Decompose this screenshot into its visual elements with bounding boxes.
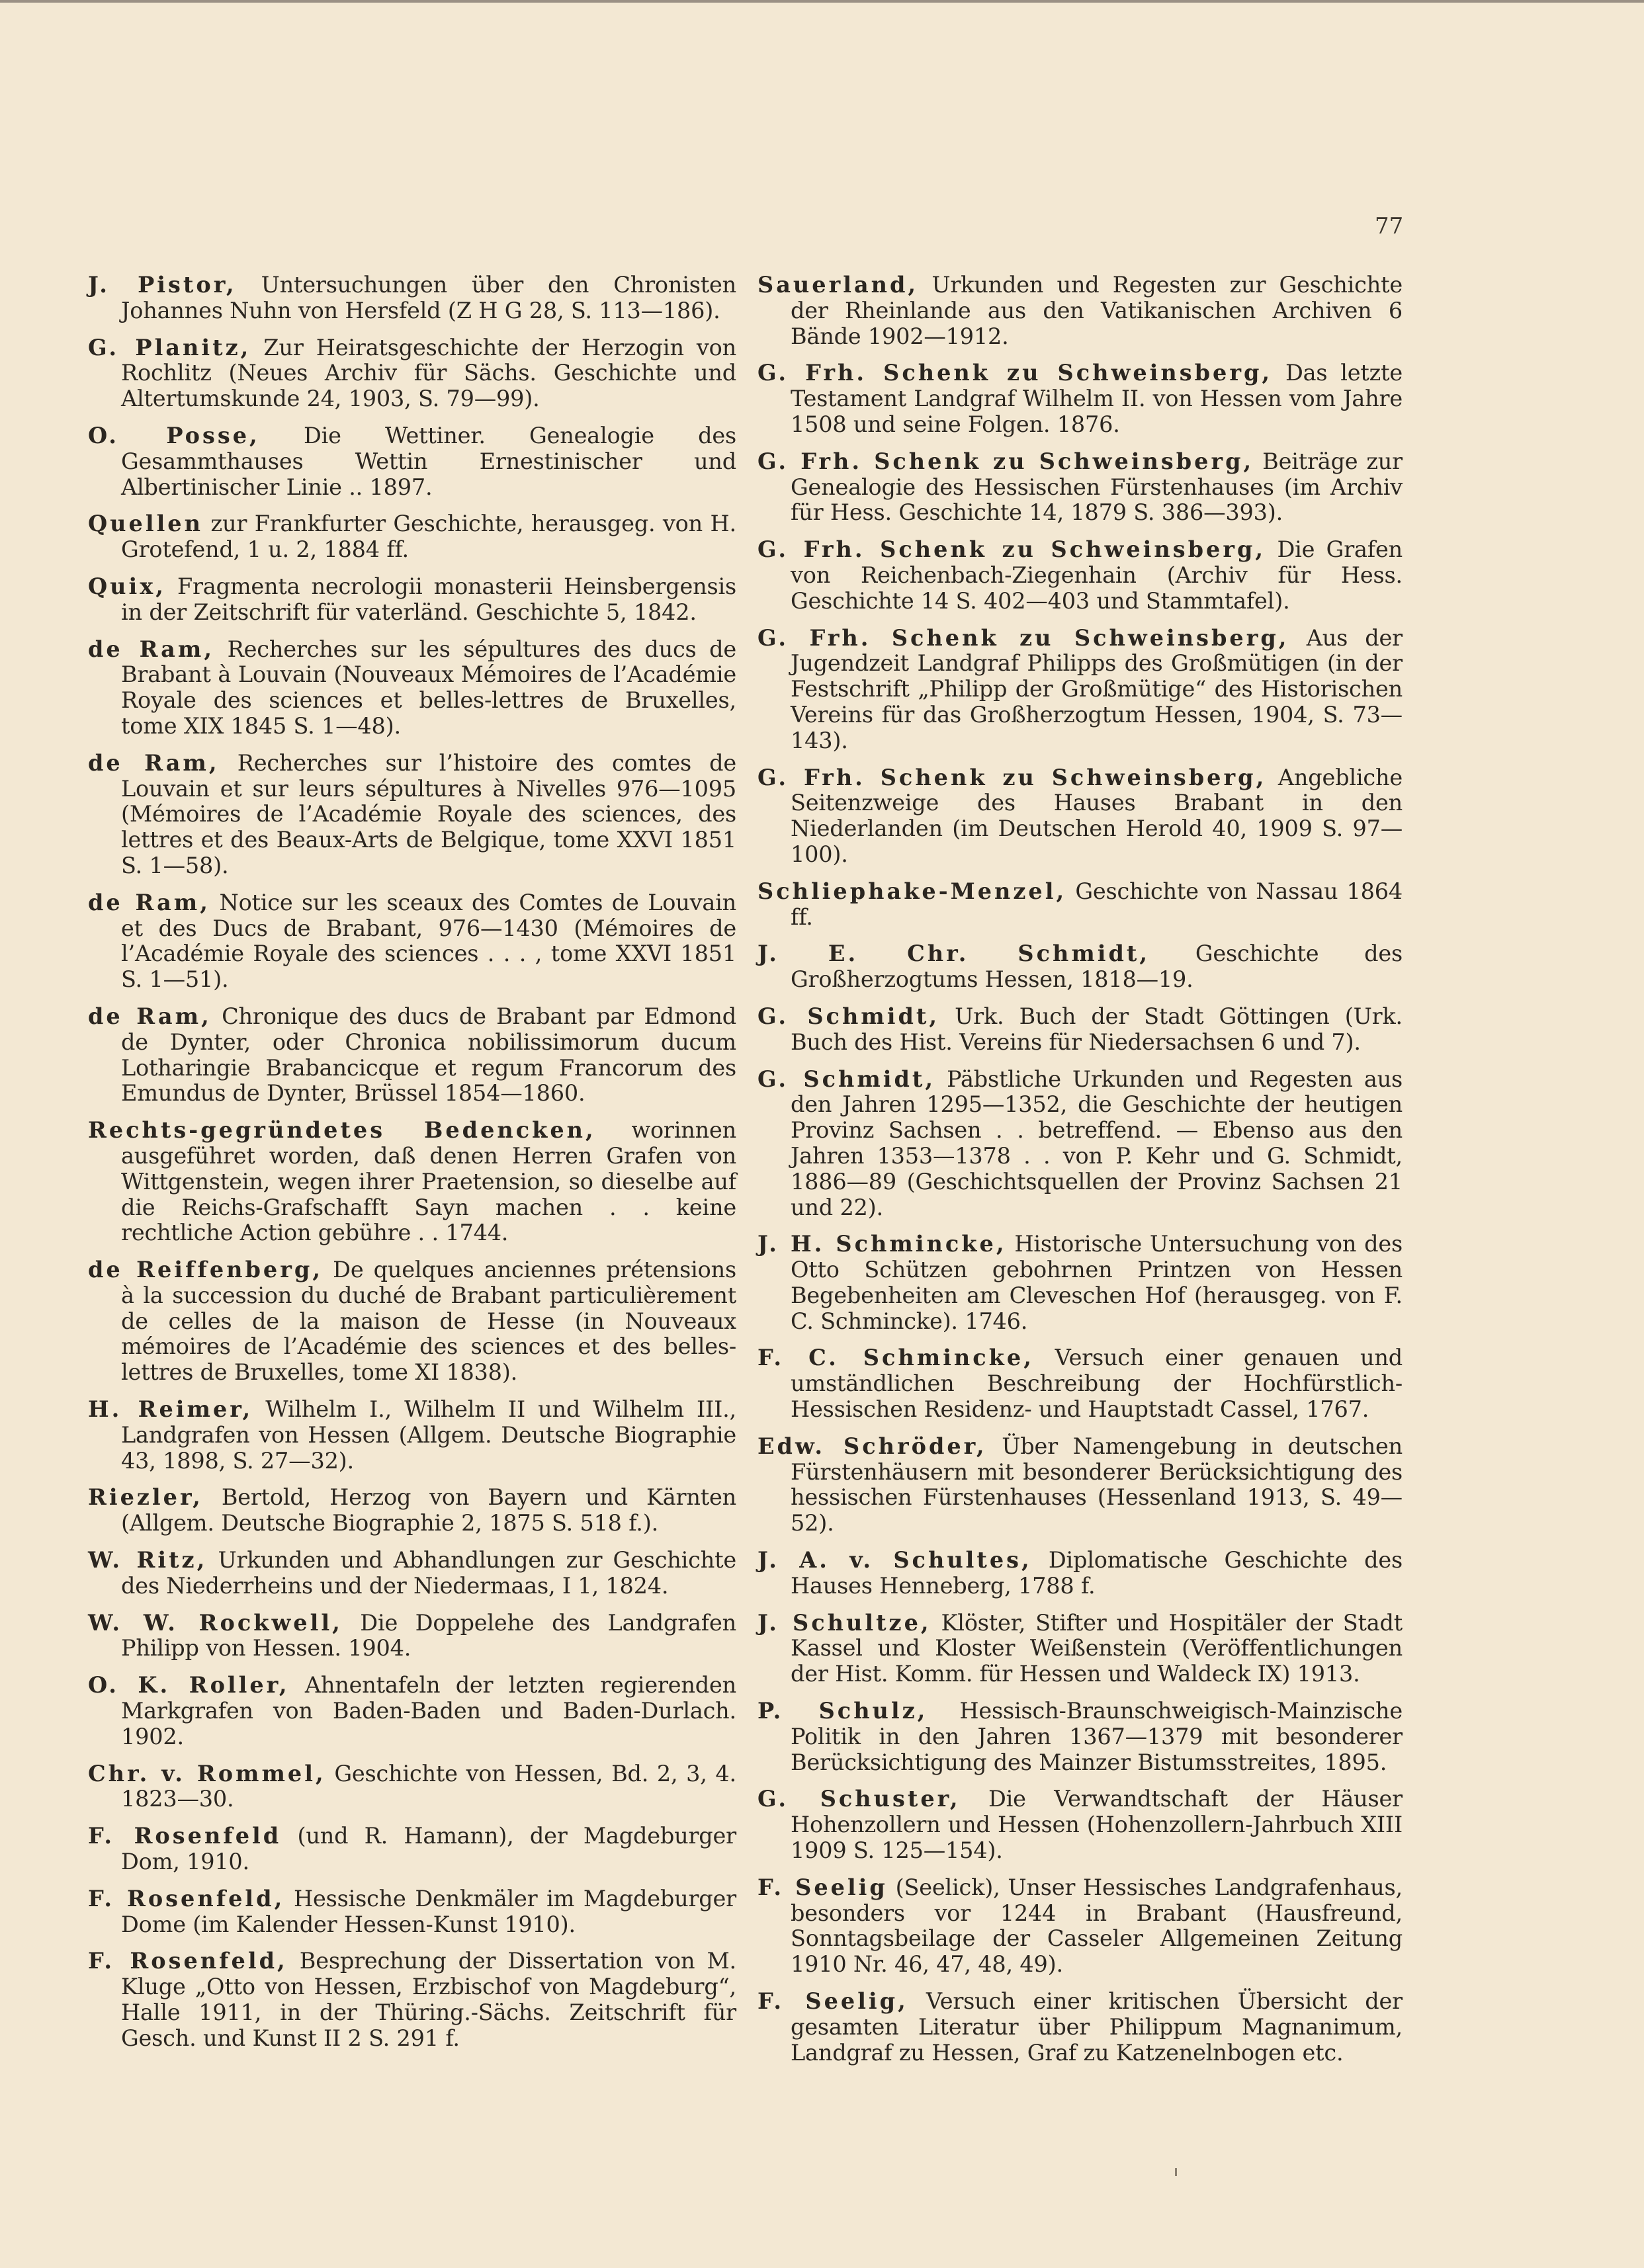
entry-author: Riezler, (88, 1484, 203, 1511)
entry-text: De quelques anciennes prétensions à la succession du duché de Brabant particulièrement de celles de la maison de Hesse (in Nouveaux mémoires de l’Académie des sciences et des belles-lettres de Bruxelles, tome XI 1838). (121, 1257, 736, 1386)
entry-text: Geschichte des Großherzogtums Hessen, 1818—19. (791, 941, 1403, 993)
entry-author: O. K. Roller, (88, 1672, 290, 1699)
entry-text: Die Verwandtschaft der Häuser Hohenzollern und Hessen (Hohenzollern-Jahrbuch XIII 1909 S. 125—154). (791, 1786, 1403, 1864)
entry-author: de Ram, (88, 889, 210, 915)
entry-author: G. Frh. Schenk zu Schweinsberg, (757, 764, 1267, 790)
entry-text: Hessische Denkmäler im Magdeburger Dome (im Kalender Hessen-Kunst 1910). (121, 1885, 736, 1937)
bibliography-entry (88, 1611, 736, 1662)
bibliography-entry (757, 1067, 1403, 1221)
bibliography-entry (88, 335, 736, 412)
entry-text: Urkunden und Regesten zur Geschichte der Rheinlande aus den Vatikanischen Archiven 6 Bände 1902—1912. (791, 272, 1403, 349)
bibliography-entry (757, 1004, 1403, 1056)
entry-text: Die Wettiner. Genealogie des Gesammthauses Wettin Ernestinischer und Albertinischer Linie .. 1897. (121, 422, 736, 500)
bibliography-entry (757, 941, 1403, 993)
entry-author: Chr. v. Rommel, (88, 1760, 326, 1786)
entry-text: Notice sur les sceaux des Comtes de Louvain et des Ducs de Brabant, 976—1430 (Mémoires de l’Académie Royale des sciences . . . , tome XXVI 1851 S. 1—51). (121, 889, 736, 993)
bibliography-entry (757, 273, 1403, 349)
entry-text: Bertold, Herzog von Bayern und Kärnten (Allgem. Deutsche Biographie 2, 1875 S. 518 f.). (121, 1484, 736, 1536)
top-edge-rule (0, 0, 1644, 3)
entry-text: Ahnentafeln der letzten regierenden Markgrafen von Baden-Baden und Baden-Durlach. 1902. (121, 1672, 737, 1749)
entry-text: Versuch einer kritischen Übersicht der gesamten Literatur über Philippum Magnanimum, Landgraf zu Hessen, Graf zu Katzenelnbogen etc. (791, 1988, 1403, 2066)
entry-text: Geschichte von Nassau 1864 ff. (791, 878, 1403, 930)
bibliography-entry (757, 1548, 1403, 1599)
entry-author: W. W. Rockwell, (88, 1609, 343, 1636)
bibliography-entry (88, 574, 736, 626)
bibliography-entry (757, 537, 1403, 614)
entry-author: J. E. Chr. Schmidt, (757, 941, 1150, 967)
entry-text: Hessisch-Braunschweigisch-Mainzische Politik in den Jahren 1367—1379 mit besonderer Berücksichtigung des Mainzer Bistumsstreites, 1895. (791, 1698, 1403, 1775)
bibliography-entry (88, 1949, 736, 2051)
bibliography-entry (88, 273, 736, 324)
entry-author: J. Schultze, (757, 1609, 931, 1636)
bibliography-entry (757, 879, 1403, 931)
bibliography-entry (757, 626, 1403, 754)
bibliography-entry (88, 511, 736, 563)
entry-text: Päbstliche Urkunden und Regesten aus den Jahren 1295—1352, die Geschichte der heutigen Provinz Sachsen . . betreffend. — Ebenso aus den Jahren 1353—1378 . . von P. Kehr und G. Schmidt, 1886—89 (Geschichtsquellen der Provinz Sachsen 21 und 22). (791, 1066, 1403, 1220)
entry-text: Diplomatische Geschichte des Hauses Henneberg, 1788 f. (791, 1547, 1403, 1599)
left-column (88, 273, 736, 2063)
bibliography-entry (757, 1611, 1403, 1687)
entry-text: Klöster, Stifter und Hospitäler der Stadt Kassel und Kloster Weißenstein (Veröffentlichungen der Hist. Komm. für Hessen und Waldeck IX) 1913. (791, 1609, 1403, 1687)
entry-author: G. Schuster, (757, 1786, 961, 1812)
bibliography-entry (757, 1989, 1403, 2066)
entry-text: worinnen ausgeführet worden, daß denen Herren Grafen von Wittgenstein, wegen ihrer Praetension, so dieselbe auf die Reichs-Grafschafft Sayn machen . . keine rechtliche Action gebühre . . 1744. (121, 1117, 736, 1246)
entry-author: J. A. v. Schultes, (757, 1547, 1032, 1574)
bibliography-entry (757, 1434, 1403, 1536)
entry-author: Rechts-gegründetes Bedencken, (88, 1117, 596, 1144)
bibliography-entry (88, 1118, 736, 1246)
entry-text: Recherches sur les sépultures des ducs de Brabant à Louvain (Nouveaux Mémoires de l’Académie Royale des sciences et belles-lettres de Bruxelles, tome XIX 1845 S. 1—48). (121, 636, 737, 739)
entry-text: Zur Heiratsgeschichte der Herzogin von Rochlitz (Neues Archiv für Sächs. Geschichte und Altertumskunde 24, 1903, S. 79—99). (121, 334, 737, 412)
paper-speck (1175, 2168, 1177, 2176)
entry-text: Angebliche Seitenzweige des Hauses Brabant in den Niederlanden (im Deutschen Herold 40, 1909 S. 97—100). (791, 764, 1403, 867)
bibliography-entry (88, 1257, 736, 1386)
entry-author: de Ram, (88, 749, 220, 776)
entry-author: Quix, (88, 573, 166, 599)
bibliography-entry (88, 1824, 736, 1875)
bibliography-entry (88, 1548, 736, 1599)
entry-text: Besprechung der Dissertation von M. Kluge „Otto von Hessen, Erzbischof von Magdeburg“, Halle 1911, in der Thüring.-Sächs. Zeitschrift für Gesch. und Kunst II 2 S. 291 f. (121, 1948, 736, 2051)
entry-author: F. Rosenfeld, (88, 1885, 285, 1911)
bibliography-entry (88, 1397, 736, 1474)
bibliography-entry (88, 1004, 736, 1107)
entry-author: F. Seelig (757, 1874, 888, 1900)
entry-text: Aus der Jugendzeit Landgraf Philipps des Großmütigen (in der Festschrift „Philipp der Großmütige“ des Historischen Vereins für das Großherzogtum Hessen, 1904, S. 73—143). (791, 624, 1403, 753)
bibliography-entry (88, 890, 736, 993)
entry-author: de Ram, (88, 1003, 212, 1029)
entry-author: O. Posse, (88, 422, 260, 448)
entry-text: Historische Untersuchung von des Otto Schützen gebohrnen Printzen von Hessen Begebenheiten am Cleveschen Hof (herausgeg. von F. C. Schmincke). 1746. (791, 1231, 1403, 1334)
bibliography-entry (88, 1485, 736, 1536)
page-number: 77 (1375, 213, 1404, 239)
entry-text: Geschichte von Hessen, Bd. 2, 3, 4. 1823—30. (121, 1760, 736, 1812)
entry-text: Recherches sur l’histoire des comtes de Louvain et sur leurs sépultures à Nivelles 976—1095 (Mémoires de l’Académie Royale des sciences, des lettres et des Beaux-Arts de Belgique, tome XXVI 1851 S. 1—58). (121, 749, 737, 878)
entry-text: Wilhelm I., Wilhelm II und Wilhelm III., Landgrafen von Hessen (Allgem. Deutsche Biographie 43, 1898, S. 27—32). (121, 1396, 736, 1474)
entry-author: Edw. Schröder, (757, 1433, 987, 1459)
entry-author: F. Rosenfeld, (88, 1948, 288, 1974)
bibliography-entry (757, 1699, 1403, 1775)
entry-text: Fragmenta necrologii monasterii Heinsbergensis in der Zeitschrift für vaterländ. Geschichte 5, 1842. (121, 573, 736, 625)
entry-author: G. Frh. Schenk zu Schweinsberg, (757, 448, 1254, 474)
entry-author: J. Pistor, (88, 272, 237, 298)
entry-text: Versuch einer genauen und umständlichen Beschreibung der Hochfürstlich-Hessischen Residenz- und Hauptstadt Cassel, 1767. (791, 1345, 1403, 1423)
bibliography-entry (88, 1886, 736, 1938)
entry-author: G. Frh. Schenk zu Schweinsberg, (757, 360, 1273, 386)
entry-text: zur Frankfurter Geschichte, herausgeg. von H. Grotefend, 1 u. 2, 1884 ff. (121, 511, 736, 563)
entry-text: Beiträge zur Genealogie des Hessischen Fürstenhauses (im Archiv für Hess. Geschichte 14, 1879 S. 386—393). (791, 448, 1403, 526)
entry-author: G. Frh. Schenk zu Schweinsberg, (757, 624, 1289, 651)
bibliography-entry (757, 449, 1403, 526)
entry-text: Die Doppelehe des Landgrafen Philipp von Hessen. 1904. (121, 1609, 736, 1661)
entry-author: P. Schulz, (757, 1698, 928, 1724)
entry-author: Quellen (88, 511, 203, 537)
entry-text: (Seelick), Unser Hessisches Landgrafenhaus, besonders vor 1244 in Brabant (Hausfreund, Sonntagsbeilage der Casseler Allgemeinen Zeitung 1910 Nr. 46, 47, 48, 49). (791, 1874, 1403, 1978)
entry-author: de Reiffenberg, (88, 1257, 323, 1283)
entry-author: G. Frh. Schenk zu Schweinsberg, (757, 536, 1266, 563)
bibliography-entry (757, 1786, 1403, 1863)
entry-text: Urk. Buch der Stadt Göttingen (Urk. Buch des Hist. Vereins für Niedersachsen 6 und 7). (791, 1003, 1403, 1055)
bibliography-entry (88, 751, 736, 879)
entry-text: Chronique des ducs de Brabant par Edmond de Dynter, oder Chronica nobilissimorum ducum Lotharingie Brabancicque et regum Francorum des Emundus de Dynter, Brüssel 1854—1860. (121, 1003, 736, 1107)
bibliography-entry (88, 1673, 736, 1749)
entry-text: Untersuchungen über den Chronisten Johannes Nuhn von Hersfeld (Z H G 28, S. 113—186). (121, 272, 736, 323)
entry-author: Schliephake-Menzel, (757, 878, 1067, 904)
bibliography-entry (757, 1345, 1403, 1422)
bibliography-entry (757, 1232, 1403, 1334)
entry-author: G. Planitz, (88, 334, 251, 360)
entry-text: Über Namengebung in deutschen Fürstenhäusern mit besonderer Berücksichtigung des hessischen Fürstenhauses (Hessenland 1913, S. 49—52). (791, 1433, 1403, 1536)
entry-author: F. Seelig, (757, 1988, 908, 2015)
entry-text: Urkunden und Abhandlungen zur Geschichte des Niederrheins und der Niedermaas, I 1, 1824. (121, 1547, 736, 1599)
entry-author: J. H. Schmincke, (757, 1231, 1007, 1257)
entry-text: Das letzte Testament Landgraf Wilhelm II. von Hessen vom Jahre 1508 und seine Folgen. 1876. (791, 360, 1403, 437)
entry-author: de Ram, (88, 636, 215, 662)
entry-text: Die Grafen von Reichenbach-Ziegenhain (Archiv für Hess. Geschichte 14 S. 402—403 und Stammtafel). (791, 536, 1403, 614)
entry-author: W. Ritz, (88, 1547, 208, 1574)
entry-text: (und R. Hamann), der Magdeburger Dom, 1910. (121, 1823, 736, 1875)
bibliography-entry (88, 1761, 736, 1813)
right-column (757, 273, 1403, 2077)
bibliography-entry (757, 360, 1403, 437)
entry-author: G. Schmidt, (757, 1003, 940, 1029)
entry-author: F. Rosenfeld (88, 1823, 282, 1849)
bibliography-entry (757, 1875, 1403, 1978)
bibliography-entry (88, 423, 736, 500)
bibliography-entry (88, 637, 736, 739)
entry-author: Sauerland, (757, 272, 919, 298)
bibliography-entry (757, 765, 1403, 868)
entry-author: H. Reimer, (88, 1396, 253, 1423)
entry-author: G. Schmidt, (757, 1066, 936, 1092)
entry-author: F. C. Schmincke, (757, 1345, 1034, 1371)
